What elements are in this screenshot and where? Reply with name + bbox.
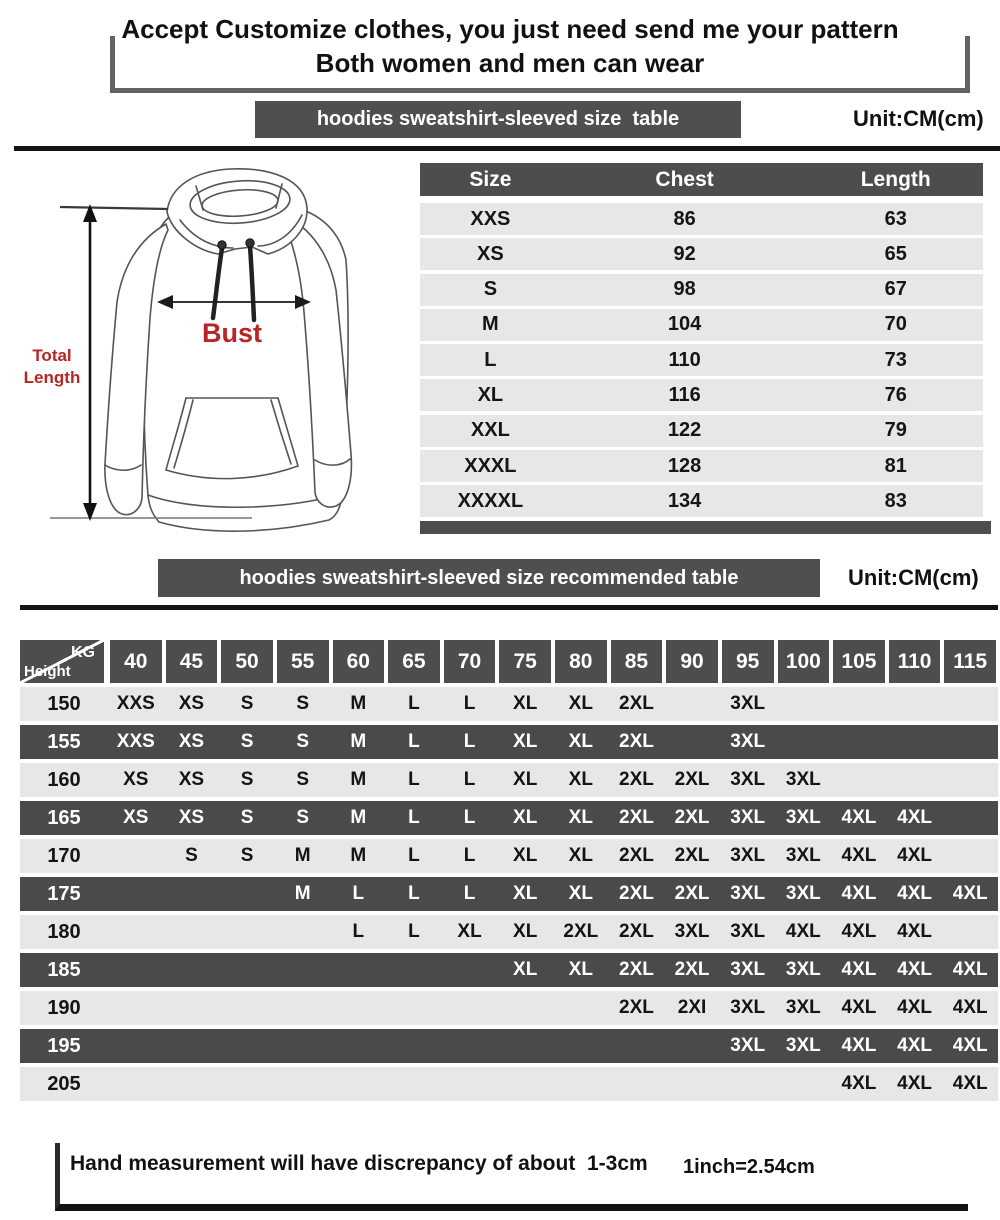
size-cell: 3XL xyxy=(730,883,766,904)
size-cell: L xyxy=(463,769,476,790)
size-table-cell: 63 xyxy=(884,207,907,230)
matrix-row xyxy=(20,953,998,987)
weight-header-cell: 40 xyxy=(108,640,164,683)
size-cell: XL xyxy=(568,693,593,714)
weight-header-cell: 115 xyxy=(942,640,998,683)
size-cell: 2XL xyxy=(619,807,654,828)
size-cell: XL xyxy=(513,807,538,828)
size-cell: 4XL xyxy=(952,1035,988,1056)
size-cell: 3XL xyxy=(785,769,821,790)
height-cell: 195 xyxy=(47,1034,81,1057)
size-cell: 2XL xyxy=(563,921,599,942)
size-cell: 2XL xyxy=(619,769,654,790)
kg-label: KG xyxy=(71,644,95,661)
size-cell: XL xyxy=(568,807,593,828)
size-cell: 4XL xyxy=(897,1035,932,1056)
matrix-row xyxy=(20,877,998,911)
size-cell: XL xyxy=(457,921,482,942)
weight-header-cell: 90 xyxy=(664,640,720,683)
size-cell: 3XL xyxy=(674,921,710,942)
size-cell: L xyxy=(463,731,476,752)
size-cell: 4XL xyxy=(897,845,932,866)
size-cell: L xyxy=(463,693,476,714)
size-table-cell: 76 xyxy=(884,383,907,406)
size-cell: L xyxy=(408,845,420,866)
measurement-note: Hand measurement will have discrepancy of about 1-3cm xyxy=(70,1152,648,1175)
size-table-cell: 104 xyxy=(667,313,702,336)
height-cell: 170 xyxy=(47,844,81,867)
size-cell: S xyxy=(296,807,310,828)
size-cell: 4XL xyxy=(952,959,988,980)
matrix-row xyxy=(20,991,998,1025)
title-line-2: Both women and men can wear xyxy=(315,48,705,78)
height-label: Height xyxy=(24,663,71,680)
size-cell: XS xyxy=(178,731,205,752)
size-cell: 4XL xyxy=(897,807,932,828)
size-cell: S xyxy=(240,807,254,828)
size-cell: 2XL xyxy=(674,845,710,866)
size-cell: S xyxy=(296,693,310,714)
size-cell: 2XL xyxy=(674,769,710,790)
size-cell: 4XL xyxy=(841,883,877,904)
size-cell: 3XL xyxy=(785,997,821,1018)
height-cell: 180 xyxy=(47,920,81,943)
matrix-weight-header xyxy=(108,640,998,683)
divider-line-1 xyxy=(14,146,1000,151)
matrix-corner-cell xyxy=(20,640,108,683)
size-cell: 4XL xyxy=(841,959,877,980)
size-cell: M xyxy=(350,769,367,790)
size-cell: 2XL xyxy=(619,959,654,980)
size-table-row xyxy=(420,203,983,235)
size-table-footer-bar xyxy=(420,521,991,534)
size-cell: 4XL xyxy=(841,807,877,828)
size-table-cell: 110 xyxy=(668,348,701,371)
matrix-row xyxy=(20,763,998,797)
size-cell: XL xyxy=(513,693,538,714)
size-cell: S xyxy=(296,731,310,752)
size-cell: XXS xyxy=(116,693,155,714)
size-table-cell: L xyxy=(484,348,497,371)
size-cell: M xyxy=(294,845,311,866)
size-cell: 3XL xyxy=(730,1035,766,1056)
size-cell: 3XL xyxy=(785,1035,821,1056)
size-cell: M xyxy=(294,883,311,904)
size-table-row xyxy=(420,309,983,341)
size-cell: XS xyxy=(178,807,205,828)
title-line-1: Accept Customize clothes, you just need send me your pattern xyxy=(121,14,899,44)
size-cell: L xyxy=(352,883,365,904)
size-table-cell: 81 xyxy=(884,454,907,477)
size-cell: 3XL xyxy=(730,959,766,980)
matrix-row xyxy=(20,1067,998,1101)
size-cell: XL xyxy=(513,731,538,752)
size-cell: 3XL xyxy=(730,921,766,942)
unit-label-2: Unit:CM(cm) xyxy=(848,565,979,590)
matrix-row xyxy=(20,1029,998,1063)
size-cell: S xyxy=(240,845,254,866)
size-table-cell: 134 xyxy=(667,489,702,512)
weight-header-cell: 65 xyxy=(386,640,442,683)
size-table-cell: 86 xyxy=(673,207,696,230)
total-length-label-line1: Total xyxy=(32,346,72,365)
size-table-cell: XL xyxy=(477,383,504,406)
unit-label-1: Unit:CM(cm) xyxy=(853,106,984,131)
hoodie-diagram xyxy=(20,160,420,552)
weight-header-cell: 80 xyxy=(553,640,609,683)
size-table-header-cell: Size xyxy=(469,167,512,191)
size-cell: M xyxy=(350,845,367,866)
size-table-row xyxy=(420,379,983,411)
size-table-cell: 122 xyxy=(667,419,702,442)
weight-header-cell: 85 xyxy=(609,640,665,683)
size-cell: XL xyxy=(513,959,538,980)
size-cell: 4XL xyxy=(952,1073,988,1094)
height-cell: 175 xyxy=(47,882,81,905)
size-cell: 4XL xyxy=(841,997,877,1018)
size-cell: 3XL xyxy=(730,769,766,790)
size-cell: 4XL xyxy=(897,997,932,1018)
weight-header-cell: 100 xyxy=(776,640,832,683)
size-table-cell: 70 xyxy=(884,313,907,336)
bust-label: Bust xyxy=(202,318,262,348)
size-cell: 4XL xyxy=(841,921,877,942)
weight-header-cell: 105 xyxy=(831,640,887,683)
height-cell: 190 xyxy=(47,996,81,1019)
size-table-cell: 83 xyxy=(884,489,907,512)
size-cell: XL xyxy=(568,883,593,904)
weight-header-cell: 55 xyxy=(275,640,331,683)
size-cell: 2XL xyxy=(619,693,654,714)
size-cell: M xyxy=(350,731,367,752)
weight-header-cell: 45 xyxy=(164,640,220,683)
size-cell: 3XL xyxy=(730,807,766,828)
height-cell: 165 xyxy=(47,806,81,829)
recommended-table-banner: hoodies sweatshirt-sleeved size recommended table xyxy=(158,559,820,597)
size-table-cell: 67 xyxy=(884,278,907,301)
size-cell: XL xyxy=(513,845,538,866)
size-cell: L xyxy=(408,921,420,942)
size-cell: 3XL xyxy=(730,845,766,866)
size-table-cell: M xyxy=(482,313,499,336)
matrix-row xyxy=(20,801,998,835)
size-cell: 2XI xyxy=(677,997,707,1018)
height-cell: 155 xyxy=(47,730,81,753)
matrix-row xyxy=(20,915,998,949)
size-cell: 4XL xyxy=(897,921,932,942)
size-table-header xyxy=(420,163,983,196)
weight-header-cell: 110 xyxy=(887,640,943,683)
size-table-cell: S xyxy=(483,278,498,301)
size-cell: XL xyxy=(513,883,538,904)
size-table-row xyxy=(420,238,983,270)
total-length-label-line2: Length xyxy=(23,368,81,387)
size-cell: M xyxy=(350,807,367,828)
size-cell: 4XL xyxy=(952,997,988,1018)
size-cell: 2XL xyxy=(674,959,710,980)
size-cell: XL xyxy=(568,769,593,790)
size-cell: M xyxy=(350,693,367,714)
size-cell: 2XL xyxy=(619,845,654,866)
size-cell: 4XL xyxy=(952,883,988,904)
divider-line-2 xyxy=(20,605,998,610)
size-cell: XS xyxy=(123,769,149,790)
weight-header-cell: 50 xyxy=(219,640,275,683)
size-table-header-cell: Chest xyxy=(655,167,714,191)
matrix-row xyxy=(20,725,998,759)
size-cell: S xyxy=(185,845,198,866)
weight-header-cell: 60 xyxy=(331,640,387,683)
size-cell: XS xyxy=(178,769,205,790)
size-cell: 3XL xyxy=(730,731,766,752)
size-table xyxy=(420,163,983,534)
size-cell: 3XL xyxy=(730,693,766,714)
size-cell: 3XL xyxy=(785,883,821,904)
size-cell: 3XL xyxy=(785,959,821,980)
size-table-row xyxy=(420,415,983,447)
size-cell: 3XL xyxy=(730,997,766,1018)
size-table-header-cell: Length xyxy=(860,167,931,191)
size-cell: 4XL xyxy=(897,959,932,980)
size-cell: 3XL xyxy=(785,845,821,866)
size-table-row xyxy=(420,485,983,517)
weight-height-matrix xyxy=(20,640,998,1101)
size-cell: L xyxy=(408,807,420,828)
size-cell: XL xyxy=(513,921,538,942)
height-cell: 150 xyxy=(47,692,81,715)
size-cell: S xyxy=(240,731,254,752)
matrix-row xyxy=(20,687,998,721)
size-cell: 4XL xyxy=(841,845,877,866)
size-table-cell: 73 xyxy=(884,348,907,371)
size-cell: 4XL xyxy=(785,921,821,942)
size-cell: 2XL xyxy=(674,883,710,904)
size-cell: XL xyxy=(568,731,593,752)
size-cell: 2XL xyxy=(619,921,654,942)
inch-conversion: 1inch=2.54cm xyxy=(683,1156,815,1178)
size-table-row xyxy=(420,344,983,376)
size-cell: 3XL xyxy=(785,807,821,828)
size-table-cell: XS xyxy=(477,242,504,265)
size-cell: L xyxy=(408,769,420,790)
height-cell: 160 xyxy=(47,768,81,791)
size-table-cell: 92 xyxy=(673,242,696,265)
size-table-row xyxy=(420,450,983,482)
corner-diagonal xyxy=(20,640,104,683)
size-cell: 2XL xyxy=(619,731,654,752)
size-cell: 4XL xyxy=(897,1073,932,1094)
matrix-body xyxy=(20,687,998,1101)
weight-header-cell: 75 xyxy=(497,640,553,683)
size-cell: S xyxy=(240,693,254,714)
size-cell: L xyxy=(463,807,476,828)
height-cell: 185 xyxy=(47,958,81,981)
size-cell: 4XL xyxy=(897,883,932,904)
size-cell: L xyxy=(408,731,420,752)
size-cell: 4XL xyxy=(841,1073,877,1094)
size-cell: L xyxy=(352,921,365,942)
size-cell: XL xyxy=(568,959,593,980)
size-cell: XL xyxy=(513,769,538,790)
size-cell: XS xyxy=(178,693,205,714)
size-table-row xyxy=(420,274,983,306)
size-cell: S xyxy=(296,769,310,790)
size-table-cell: 98 xyxy=(673,278,696,301)
matrix-header xyxy=(20,640,998,683)
size-table-cell: XXL xyxy=(470,419,510,442)
size-table-cell: 79 xyxy=(884,419,907,442)
size-table-cell: 65 xyxy=(884,242,907,265)
size-cell: XL xyxy=(568,845,593,866)
size-cell: XS xyxy=(123,807,149,828)
weight-header-cell: 70 xyxy=(442,640,498,683)
size-cell: L xyxy=(463,883,476,904)
size-table-cell: 116 xyxy=(668,383,701,406)
size-table-body xyxy=(420,203,983,517)
size-table-cell: 128 xyxy=(667,454,702,477)
size-table-cell: XXXL xyxy=(464,454,517,477)
size-cell: L xyxy=(463,845,476,866)
size-cell: 4XL xyxy=(841,1035,877,1056)
size-table-banner: hoodies sweatshirt-sleeved size table xyxy=(255,101,741,138)
hoodie-illustration xyxy=(20,160,420,552)
weight-header-cell: 95 xyxy=(720,640,776,683)
matrix-row xyxy=(20,839,998,873)
size-cell: 2XL xyxy=(674,807,710,828)
size-table-cell: XXS xyxy=(470,207,511,230)
size-cell: L xyxy=(408,693,420,714)
height-cell: 205 xyxy=(47,1072,81,1095)
page-title xyxy=(60,12,960,80)
size-cell: L xyxy=(408,883,420,904)
size-cell: 2XL xyxy=(619,997,654,1018)
size-cell: 2XL xyxy=(619,883,654,904)
size-cell: XXS xyxy=(116,731,155,752)
size-table-cell: XXXXL xyxy=(457,489,524,512)
size-cell: S xyxy=(240,769,254,790)
